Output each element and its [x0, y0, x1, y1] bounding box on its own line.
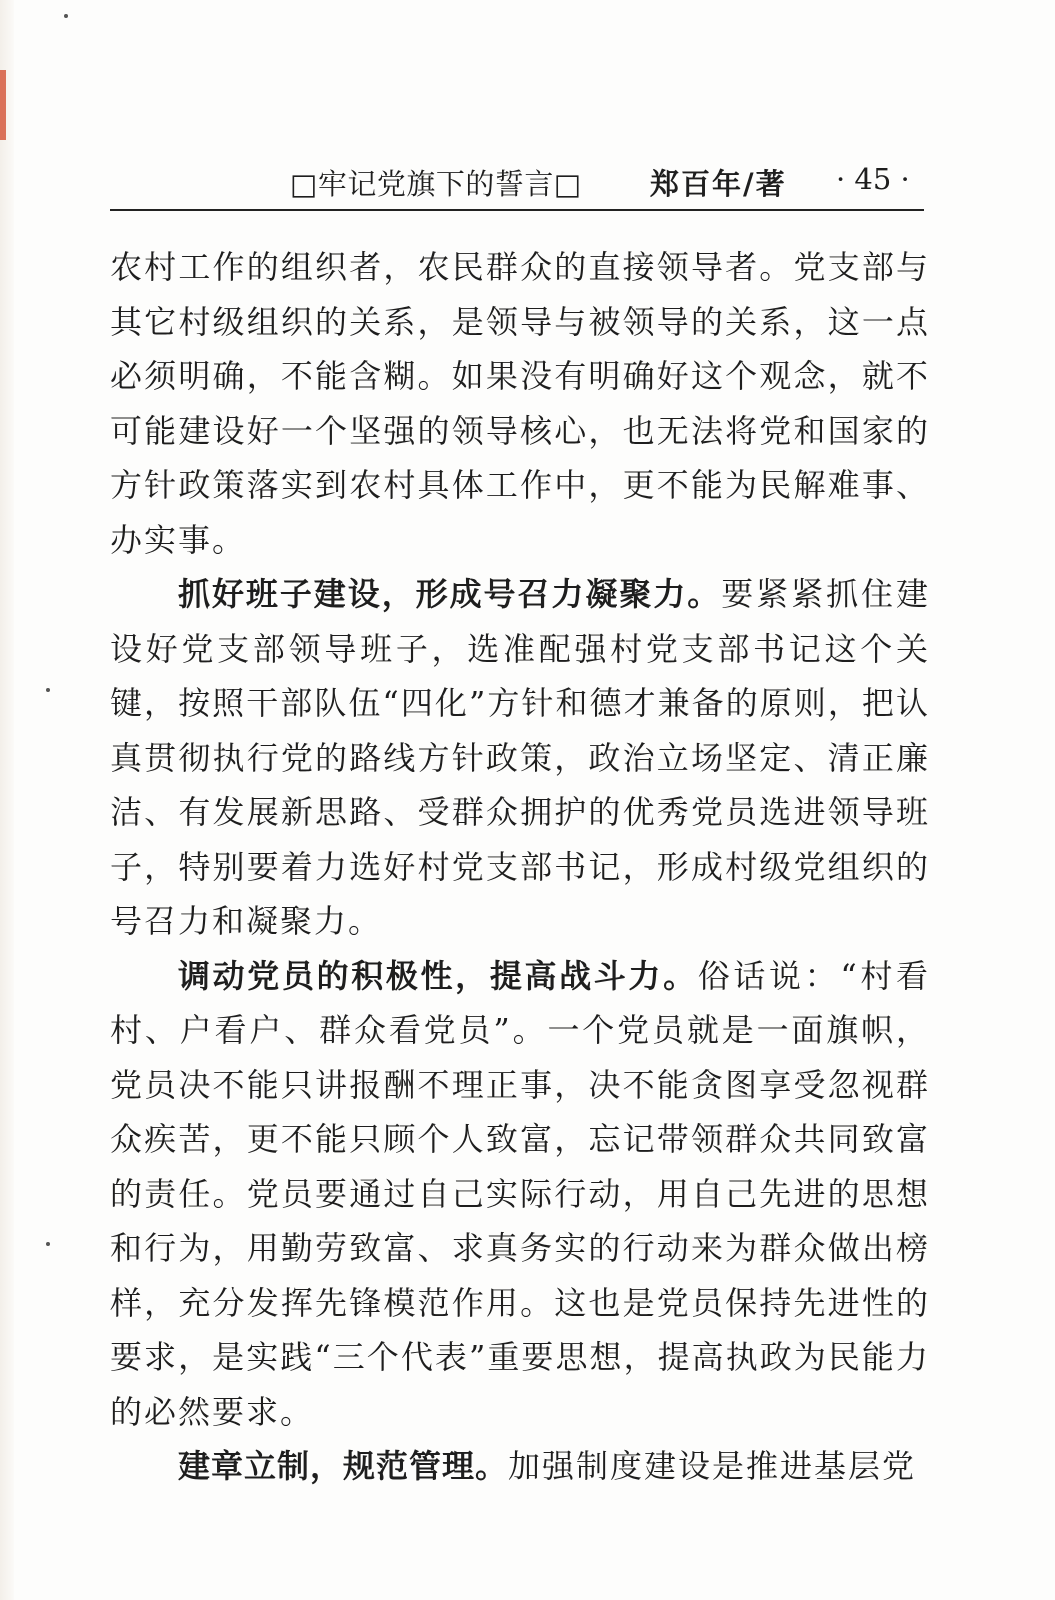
paragraph-2 [110, 567, 930, 949]
paragraph-1-text: 农村工作的组织者，农民群众的直接领导者。党支部与其它村级组织的关系，是领导与被领导的关系，这一点必须明确，不能含糊。如果没有明确好这个观念，就不可能建设好一个坚强的领导核心，也无法将党和国家的方针政策落实到农村具体工作中，更不能为民解难事、办实事。 [110, 248, 930, 559]
paragraph-3-lead: 调动党员的积极性，提高战斗力。 [178, 956, 698, 995]
page-left-edge [0, 0, 14, 1600]
edge-color-mark [0, 70, 6, 140]
scan-speck [46, 688, 50, 692]
scan-speck [64, 14, 68, 18]
paragraph-2-lead: 抓好班子建设，形成号召力凝聚力。 [178, 575, 722, 613]
paragraph-2-text: 要紧紧抓住建设好党支部领导班子，选准配强村党支部书记这个关键，按照干部队伍“四化”方针和德才兼备的原则，把认真贯彻执行党的路线方针政策，政治立场坚定、清正廉洁、有发展新思路、受群众拥护的优秀党员选进领导班子，特别要着力选好村党支部书记，形成村级党组织的号召力和凝聚力。 [110, 575, 930, 940]
paragraph-4-text: 加强制度建设是推进基层党 [508, 1447, 917, 1485]
body-text [110, 240, 930, 1494]
paragraph-4 [110, 1439, 930, 1494]
page-number: · 45 · [836, 162, 910, 196]
paragraph-4-lead: 建章立制，规范管理。 [178, 1447, 509, 1485]
scan-speck [46, 1242, 50, 1246]
header-title: □牢记党旗下的誓言□ [290, 167, 582, 201]
header-rule [110, 209, 924, 211]
header-author: 郑百年/著 [650, 167, 787, 201]
paragraph-3 [110, 949, 930, 1440]
paragraph-3-text: 俗话说：“村看村、户看户、群众看党员”。一个党员就是一面旗帜，党员决不能只讲报酬不理正事，决不能贪图享受忽视群众疾苦，更不能只顾个人致富，忘记带领群众共同致富的责任。党员要通过自己实际行动，用自己先进的思想和行为，用勤劳致富、求真务实的行动来为群众做出榜样，充分发挥先锋模范作用。这也是党员保持先进性的要求，是实践“三个代表”重要思想，提高执政为民能力的必然要求。 [110, 956, 930, 1431]
paragraph-1 [110, 240, 930, 567]
running-header [110, 160, 930, 204]
